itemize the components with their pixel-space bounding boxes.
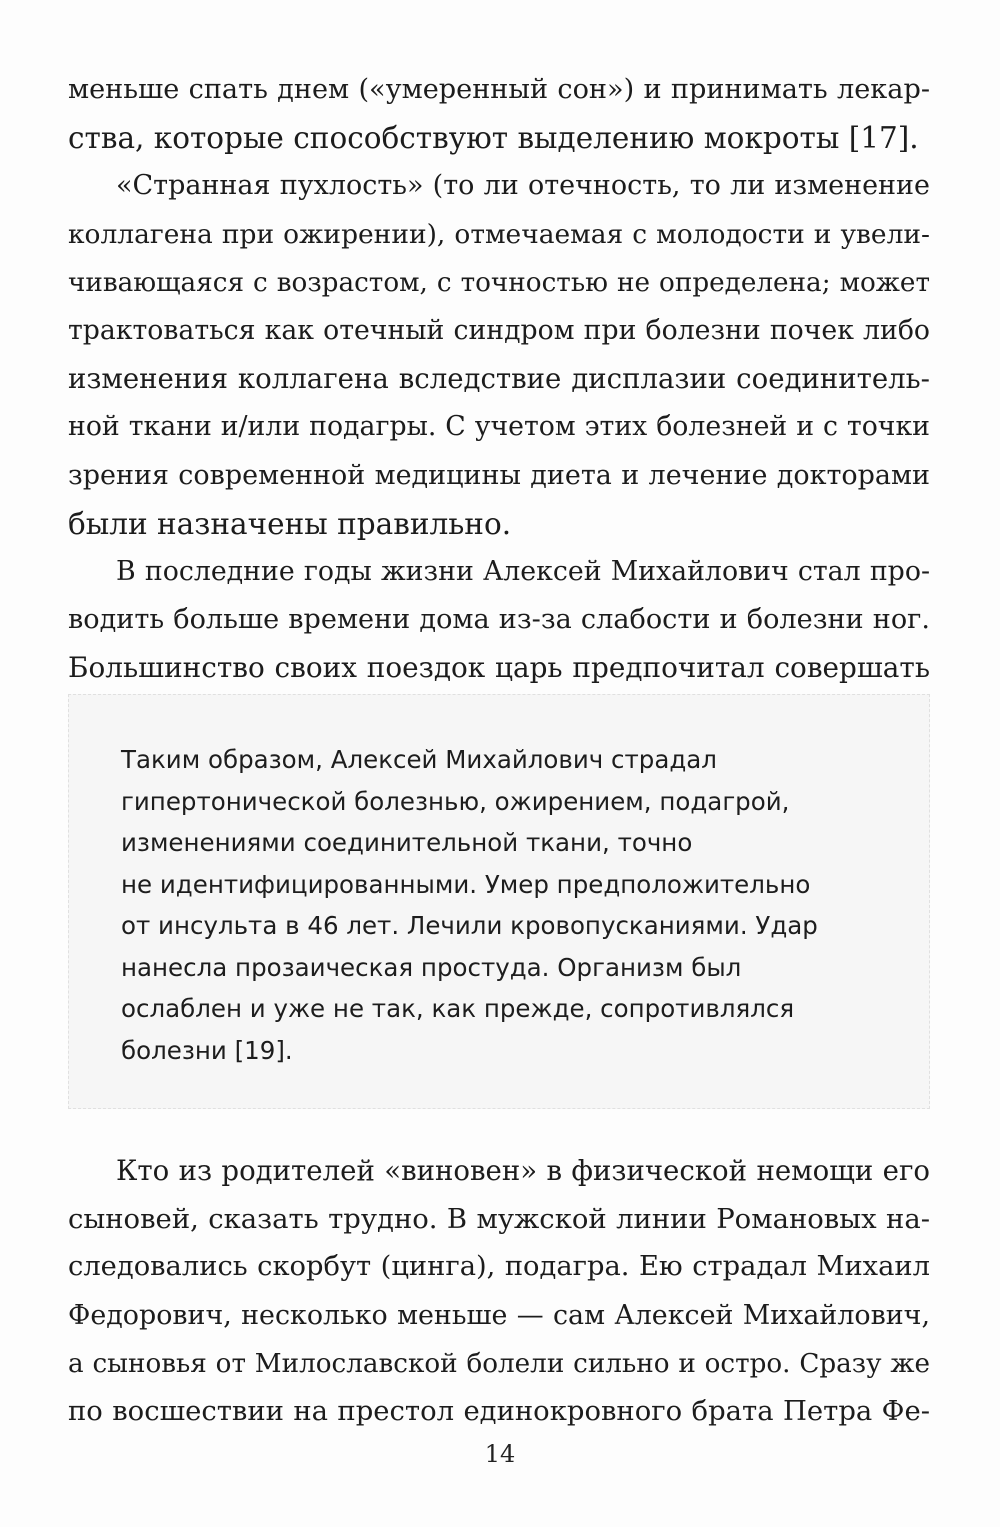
text-line: ства, которые способствуют выделению мокроты [17]. — [68, 121, 919, 156]
text-line: водить больше времени дома из-за слабости и болезни ног. — [68, 604, 930, 636]
text-line: сыновей, сказать трудно. В мужской линии Романовых на- — [68, 1203, 930, 1236]
callout-text — [121, 739, 881, 1071]
text-line: «Странная пухлость» (то ли отечность, то ли изменение — [116, 170, 930, 202]
callout-line: от инсульта в 46 лет. Лечили кровопусканиями. Удар — [121, 911, 818, 940]
callout-line: болезни [19]. — [121, 1035, 293, 1065]
text-line: меньше спать днем («умеренный сон») и принимать лекар- — [68, 74, 930, 105]
callout-line: не идентифицированными. Умер предположительно — [121, 869, 811, 899]
text-line: следовались скорбут (цинга), подагра. Ею страдал Михаил — [68, 1251, 930, 1283]
text-line: трактоваться как отечный синдром при болезни почек либо — [68, 315, 930, 347]
text-line: Кто из родителей «виновен» в физической немощи его — [116, 1154, 930, 1187]
text-line: чивающаяся с возрастом, с точностью не определена; может — [68, 267, 930, 298]
main-text-bottom — [68, 1147, 930, 1436]
callout-line: изменениями соединительной ткани, точно — [121, 828, 693, 857]
text-line: изменения коллагена вследствие дисплазии соединитель- — [68, 362, 930, 396]
page-number: 14 — [484, 1440, 516, 1468]
paragraph — [68, 162, 930, 548]
text-line: коллагена при ожирении), отмечаемая с молодости и увели- — [68, 218, 930, 250]
main-text-top — [68, 66, 930, 741]
callout-line: нанесла прозаическая простуда. Организм был — [121, 952, 742, 982]
text-line: были назначены правильно. — [68, 506, 512, 541]
text-line: В последние годы жизни Алексей Михайлович стал про- — [116, 556, 930, 588]
text-line: ной ткани и/или подагры. С учетом этих болезней и с точки — [68, 411, 930, 443]
callout-line: ослаблен и уже не так, как прежде, сопротивлялся — [121, 994, 795, 1023]
paragraph — [68, 1147, 930, 1436]
text-line: по восшествии на престол единокровного брата Петра Фе- — [68, 1396, 930, 1428]
summary-callout-box — [68, 694, 930, 1109]
text-line: а сыновья от Милославской болели сильно и остро. Сразу же — [68, 1348, 930, 1379]
callout-line: Таким образом, Алексей Михайлович страдал — [121, 745, 717, 774]
callout-line: гипертонической болезнью, ожирением, подагрой, — [121, 786, 790, 816]
paragraph — [68, 66, 930, 162]
text-line: Федорович, несколько меньше — сам Алексей Михайлович, — [68, 1299, 930, 1331]
text-line: зрения современной медицины диета и лечение докторами — [68, 459, 930, 491]
text-line: Большинство своих поездок царь предпочитал совершать — [68, 651, 930, 685]
